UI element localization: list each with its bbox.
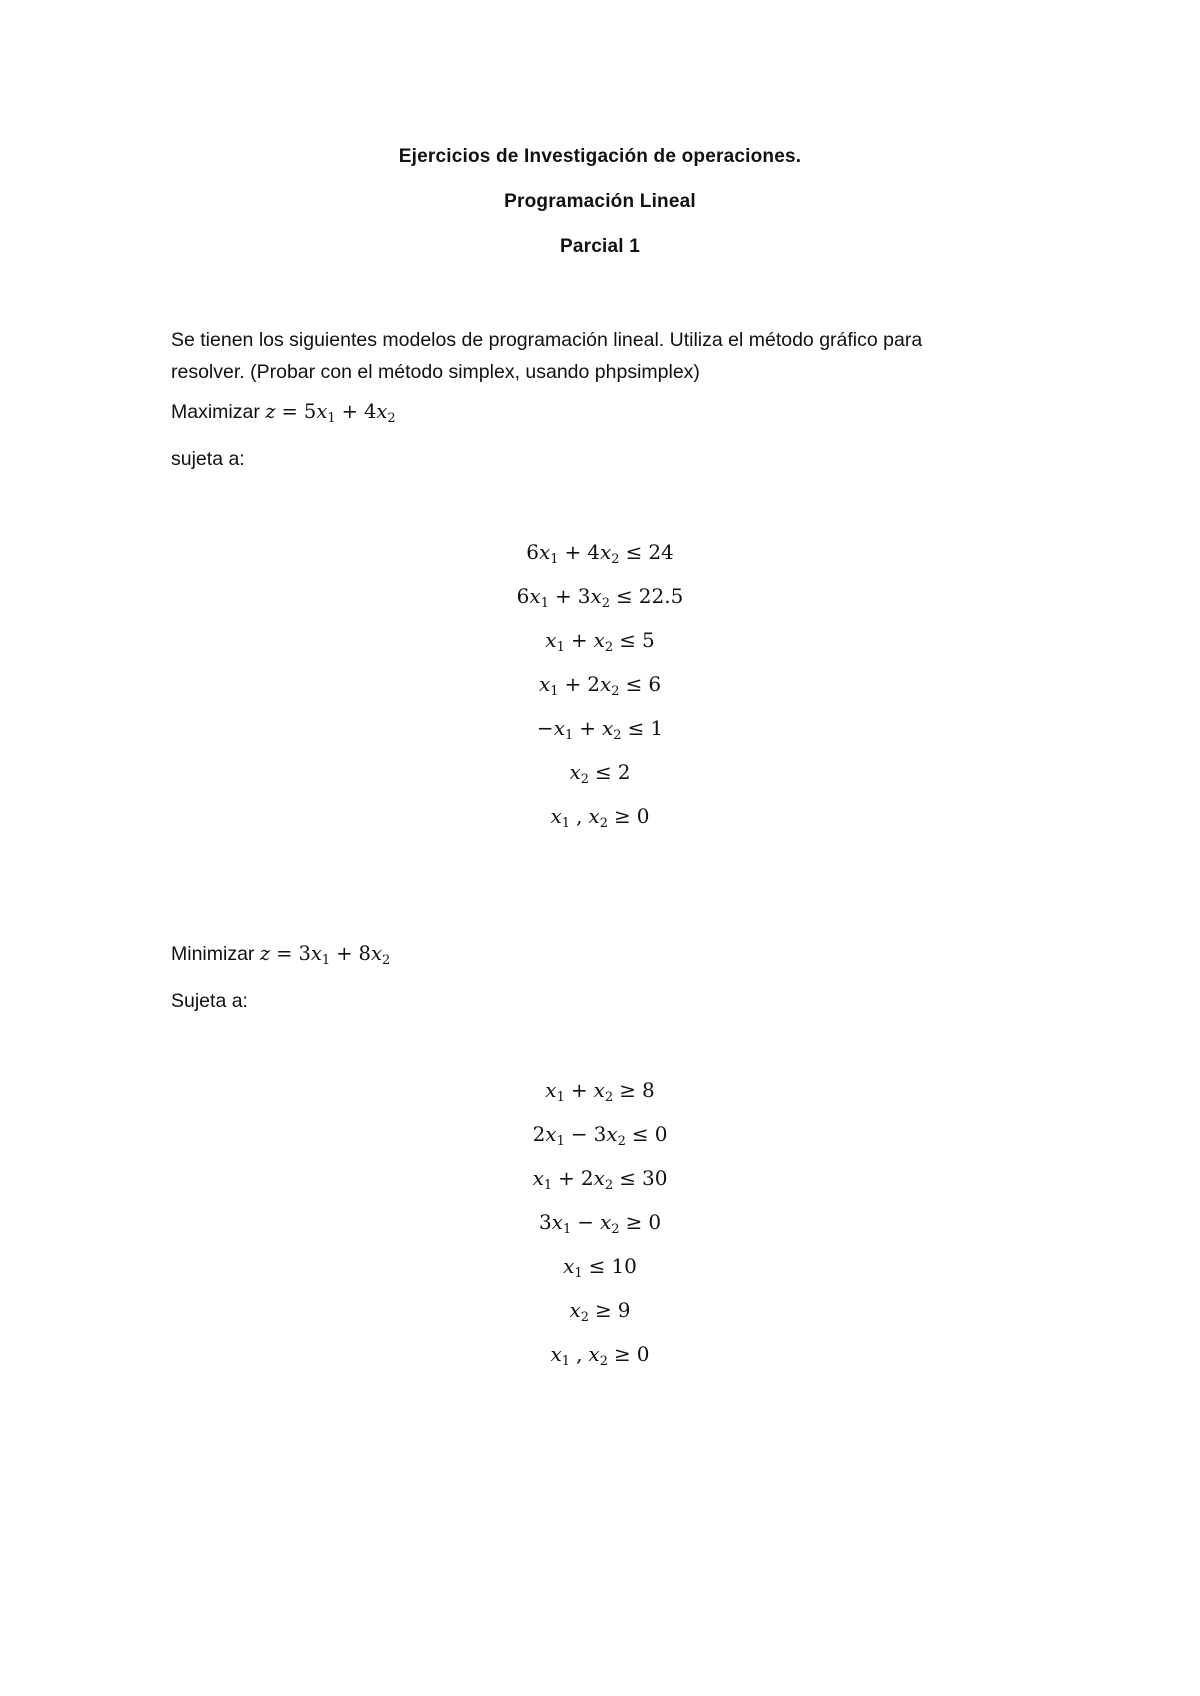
problem1-objective [171, 400, 396, 424]
problem2-constraint: $x_1 \le 10$ [563, 1254, 637, 1281]
section-heading: Parcial 1 [560, 236, 640, 257]
problem2-constraint: $x_1 + x_2 \ge 8$ [545, 1078, 655, 1105]
problem1-constraint: $x_1 + 2x_2 \le 6$ [538, 672, 662, 699]
problem2-constraint: $3x_1 - x_2 \ge 0$ [538, 1210, 662, 1237]
problem1-subject-label: sujeta a: [171, 448, 245, 470]
problem2-objective-expr: $z = 3x_1 + 8x_2$ [259, 942, 391, 968]
problem2-objective [171, 942, 390, 966]
document-title: Ejercicios de Investigación de operaciones. [398, 146, 802, 167]
problem1-constraint: $6x_1 + 3x_2 \le 22.5$ [516, 584, 684, 611]
problem1-constraint: $x_2 \le 2$ [569, 760, 631, 787]
problem1-objective-label: Maximizar [171, 401, 260, 423]
problem2-constraint: $x_1 + 2x_2 \le 30$ [532, 1166, 668, 1193]
intro-line-2: resolver. (Probar con el método simplex, usando phpsimplex) [171, 361, 700, 383]
problem1-objective-expr: $z = 5x_1 + 4x_2$ [265, 400, 396, 426]
problem1-constraint: $6x_1 + 4x_2 \le 24$ [526, 540, 674, 567]
problem1-constraint: $x_1$ , $x_2 \ge 0$ [550, 804, 650, 831]
document-subtitle: Programación Lineal [504, 191, 696, 212]
problem2-objective-label: Minimizar [171, 943, 255, 965]
problem2-constraint: $x_2 \ge 9$ [569, 1298, 631, 1325]
problem1-constraint: $x_1 + x_2 \le 5$ [545, 628, 655, 655]
problem1-constraint: $-x_1 + x_2 \le 1$ [536, 716, 664, 743]
problem2-constraint: $x_1$ , $x_2 \ge 0$ [550, 1342, 650, 1369]
problem2-subject-label: Sujeta a: [171, 990, 248, 1012]
problem2-constraint: $2x_1 - 3x_2 \le 0$ [532, 1122, 668, 1149]
intro-line-1: Se tienen los siguientes modelos de programación lineal. Utiliza el método gráfico para [171, 329, 923, 351]
